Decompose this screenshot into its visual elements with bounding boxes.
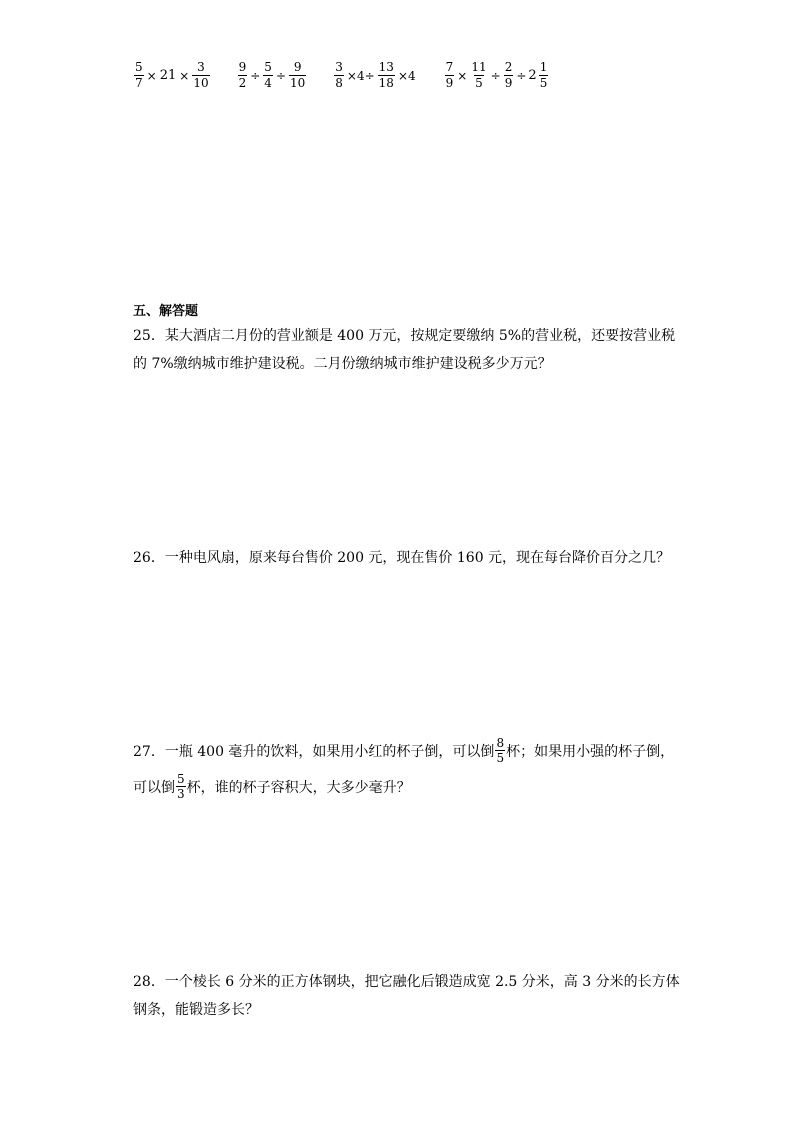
fraction: $\frac{9}{2}$ [238, 60, 247, 90]
question-25 [133, 322, 676, 378]
question-text: 的 7%缴纳城市维护建设税。二月份缴纳城市维护建设税多少万元？ [133, 356, 552, 372]
fraction: $\frac{3}{10}$ [193, 60, 209, 90]
question-text: 28．一个棱长 6 分米的正方体钢块，把它融化后锻造成宽 2.5 分米，高 3 分米的长方体 [133, 974, 680, 990]
expression-4 [444, 60, 550, 91]
fraction: $\frac{11}{5}$ [471, 60, 487, 90]
fraction: $\frac{9}{10}$ [290, 60, 306, 90]
fraction: $\frac{5}{4}$ [264, 60, 272, 90]
mixed-number: 2 $\frac{1}{5}$ [528, 60, 548, 90]
operator: ÷ [275, 68, 286, 83]
number: 21 [159, 68, 177, 83]
question-26 [133, 544, 673, 572]
operator: ÷ [250, 68, 261, 83]
question-text: 25．某大酒店二月份的营业额是 400 万元，按规定要缴纳 5%的营业税，还要按营业税 [133, 328, 676, 344]
operator: × [146, 68, 157, 83]
expression-1 [133, 60, 211, 91]
question-line: 27．一瓶 400 毫升的饮料，如果用小红的杯子倒，可以倒 $\frac{8}{5}$ 杯；如果用小强的杯子倒， [133, 735, 675, 765]
question-28 [133, 968, 680, 1024]
operator: ÷ [490, 68, 501, 83]
expression-2 [237, 60, 308, 91]
section-title: 五、解答题 [133, 304, 199, 319]
operator: ×4÷ [346, 68, 375, 83]
fraction: $\frac{2}{9}$ [504, 60, 513, 90]
fraction: $\frac{13}{18}$ [378, 60, 394, 90]
fraction: $\frac{3}{8}$ [335, 60, 343, 90]
fraction: $\frac{7}{9}$ [445, 60, 454, 90]
fraction: $\frac{5}{7}$ [135, 60, 143, 90]
question-line: 可以倒 $\frac{5}{3}$ 杯，谁的杯子容积大，大多少毫升？ [133, 771, 411, 801]
question-text: 26．一种电风扇，原来每台售价 200 元，现在售价 160 元，现在每台降价百分之几？ [133, 550, 671, 566]
operator: ÷ [516, 68, 527, 83]
question-27 [133, 734, 673, 806]
expression-3 [333, 60, 417, 91]
question-text: 钢条，能锻造多长？ [133, 1002, 259, 1018]
calculation-expressions [133, 60, 575, 91]
operator: × [457, 68, 468, 83]
operator: × [179, 68, 190, 83]
fraction: $\frac{5}{3}$ [177, 771, 185, 801]
fraction: $\frac{8}{5}$ [496, 735, 505, 765]
operator: ×4 [397, 68, 416, 83]
